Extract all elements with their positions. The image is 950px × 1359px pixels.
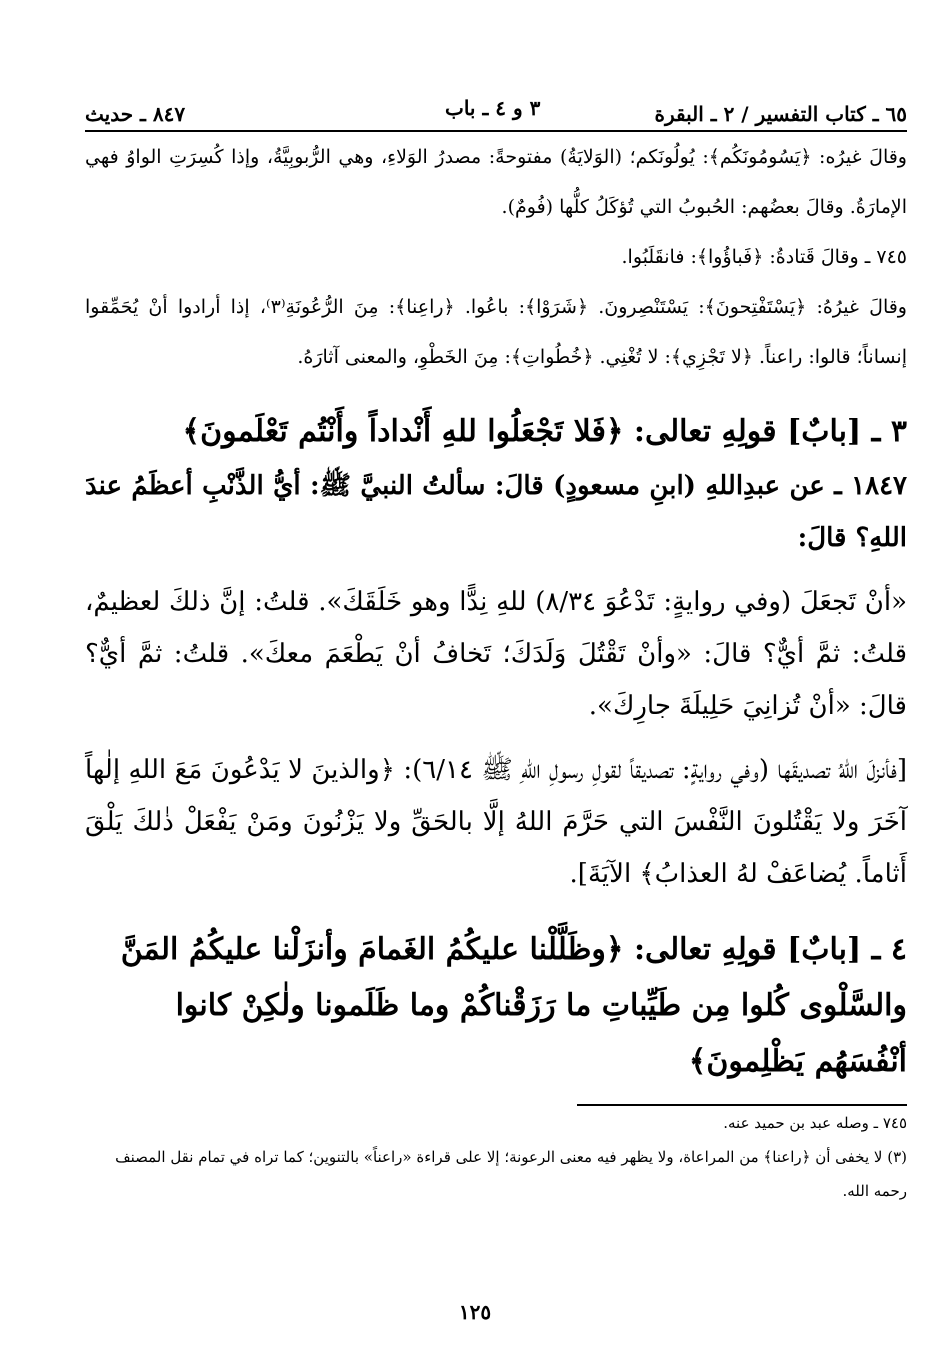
book-page (85, 86, 907, 1208)
intro-section (85, 132, 907, 382)
page-number: ١٢٥ (458, 1300, 492, 1324)
bab-4-heading: ٤ ـ [بابٌ] قولِهِ تعالى: ﴿وظَلَّلْنا عليكُمُ الغَمامَ وأنزَلْنا عليكُمُ المَنَّ والسَّلْوى كُلوا مِن طَيِّباتِ ما رَزَقْناكُمْ وما ظَلَمونا ولٰكِنْ كانوا أنْفُسَهُم يَظْلِمونَ﴾ (120, 932, 907, 1079)
header-hadith-range: ٨٤٧ ـ حديث (85, 102, 186, 126)
intro-paragraph: وقالَ غيرُهُ: ﴿يَسْتَفْتِحونَ﴾: يَسْتَنْصِرونَ. ﴿شَرَوْا﴾: باعُوا. ﴿راعِنا﴾: مِنَ الرُّعُونَةِ⁽٣⁾، إذا أرادوا أنْ يُحَمِّقوا إنساناً؛ قالوا: راعناً. ﴿لا تَجْزِي﴾: لا تُغْنِي. ﴿خُطُواتِ﴾: مِنَ الخَطْوِ، والمعنى آثارَهُ. (85, 296, 907, 368)
hadith-tasdiq: [فأنزلَ اللهُ تصديقَها (وفي روايةٍ: تصديقاً لقولِ رسولِ اللهِ ﷺ ٦/١٤): ﴿والذينَ لا يَدْعُونَ مَعَ اللهِ إلٰهاً آخَرَ ولا يَقْتُلونَ النَّفْسَ التي حَرَّمَ اللهُ إلَّا بالحَقِّ ولا يَزْنُونَ ومَنْ يَفْعَلْ ذٰلكَ يَلْقَ أَثاماً. يُضاعَفْ لهُ العذابُ﴾ الآيَةَ]. (85, 755, 907, 889)
intro-paragraph: وقالَ غيرُه: ﴿يَسُومُونَكُم﴾: يُولُونَكم؛ (الوَلايَةُ) مفتوحةً: مصدرُ الوَلاءِ، وهي الرُّبوبِيَّةُ، وإذا كُسِرَتِ الواوُ فهي الإمارَةُ. وقالَ بعضُهم: الحُبوبُ التي تُؤكَلُ كلُّها (فُومٌ). (85, 146, 907, 218)
hadith-answer: «أنْ تَجعَلَ (وفي روايةٍ: تَدْعُوَ ٨/٣٤) للهِ نِدًّا وهو خَلَقَكَ». قلتُ: إنَّ ذلكَ لعظيمٌ، قلتُ: ثمَّ أيٌّ؟ قالَ: «وأنْ تَقْتُلَ وَلَدَكَ؛ تَخافُ أنْ يَطْعَمَ معكَ». قلتُ: ثمَّ أيٌّ؟ قالَ: «أنْ تُزانِيَ حَلِيلَةَ جارِكَ». (85, 587, 908, 721)
header-bab-range: ٣ و ٤ ـ باب (445, 96, 541, 120)
footnote: (٣) لا يخفى أن ﴿راعنا﴾ من المراعاة، ولا يظهر فيه معنى الرعونة؛ إلا على قراءة «راعناً» بالتنوين؛ كما تراه في تمام نقل المصنف رحمه الله. (115, 1148, 907, 1200)
bab-3-heading: ٣ ـ [بابٌ] قولِهِ تعالى: ﴿فَلا تَجْعَلُوا للهِ أَنْداداً وأَنْتُم تَعْلَمونَ﴾ (182, 414, 907, 449)
hadith-1847: ١٨٤٧ ـ عن عبدِاللهِ (ابنِ مسعودٍ) قالَ: سألتُ النبيَّ ﷺ: أيُّ الذَّنْبِ أعظَمُ عندَ اللهِ؟ قالَ: (85, 471, 907, 553)
intro-paragraph: ٧٤٥ ـ وقالَ قَتادةُ: ﴿فَباؤُوا﴾: فانقَلَبُوا. (621, 246, 907, 268)
header-chapter: ٦٥ ـ كتاب التفسير / ٢ ـ البقرة (654, 102, 907, 126)
footnote: ٧٤٥ ـ وصله عبد بن حميد عنه. (723, 1114, 907, 1132)
